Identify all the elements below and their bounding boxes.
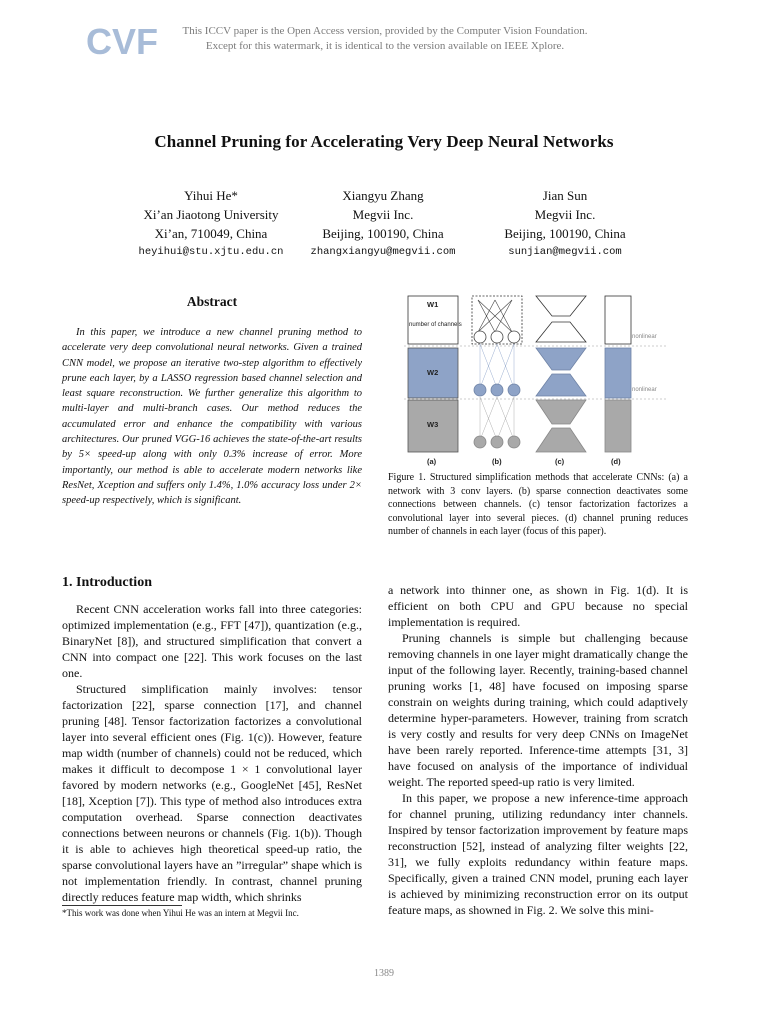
intro-paragraph: Pruning channels is simple but challenging because removing channels in one layer might dramatically change the input of the following layer. Recently, training-based channel pruning works [1, 48] have focused on imposing sparse constrain on weights during training, which could adaptively determine hyper-parameters. However, training from scratch is very costly and results for very deep CNNs on ImageNet have been rarely reported. Inference-time attempts [31, 3] have focused on analysis of the importance of individual weight. The reported speed-up ratio is very limited.	[388, 631, 688, 789]
w1-label: W1	[427, 300, 439, 309]
author-name: Jian Sun	[542, 188, 588, 203]
watermark-line-2: Except for this watermark, it is identical to the version available on IEEE Xplore.	[205, 40, 565, 52]
intro-left-column	[62, 601, 362, 905]
panel-c-label: (c)	[555, 457, 565, 466]
abstract-heading: Abstract	[186, 294, 238, 309]
paper-title: Channel Pruning for Accelerating Very Deep Neural Networks	[154, 132, 614, 151]
section-heading-introduction: 1. Introduction	[62, 575, 152, 590]
channel-nodes-mid	[474, 384, 520, 396]
abstract-text: In this paper, we introduce a new channel pruning method to accelerate very deep convolutional neural networks. Given a trained CNN model, we propose an iterative two-step algorithm to effectively prune each layer, by a LASSO regression based channel selection and least square reconstruction. We further generalize this algorithm to multi-layer and multi-branch cases. Our method reduces the accumulated error and enhance the compatibility with various architectures. Our pruned VGG-16 achieves the state-of-the-art results by 5× speed-up along with only 0.3% increase of error. More importantly, our method is able to accelerate modern networks like ResNet, Xception and suffers only 1.4%, 1.0% accuracy loss under 2× speed-up respectively, which is significant.	[62, 327, 362, 507]
footnote: *This work was done when Yihui He was an intern at Megvii Inc.	[62, 908, 299, 918]
author-address: Xi’an, 710049, China	[154, 226, 268, 241]
panel-a-label: (a)	[427, 457, 437, 466]
w2-label: W2	[427, 368, 439, 377]
author-block-3	[440, 186, 690, 262]
w3-label: W3	[427, 420, 439, 429]
author-affiliation: Megvii Inc.	[352, 207, 414, 222]
intro-paragraph: Recent CNN acceleration works fall into three categories: optimized implementation (e.g., FFT [47]), quantization (e.g., BinaryNet [8]), and structured simplification that convert a CNN into compact one [22]. This work focuses on the last one.	[62, 602, 362, 680]
nonlinear-label-1: nonlinear	[632, 334, 657, 340]
panel-b-label: (b)	[492, 457, 502, 466]
nonlinear-label-2: nonlinear	[632, 387, 657, 393]
author-address: Beijing, 100190, China	[504, 226, 626, 241]
author-address: Beijing, 100190, China	[322, 226, 444, 241]
cvf-logo	[84, 18, 158, 62]
pruned-layers	[605, 296, 631, 452]
channels-label: number of channels	[409, 322, 462, 328]
cvf-logo-text: CVF	[86, 21, 158, 62]
author-email[interactable]: zhangxiangyu@megvii.com	[310, 246, 456, 258]
author-name: Yihui He*	[184, 188, 238, 203]
footnote-divider	[62, 905, 182, 906]
page-number: 1389	[374, 968, 394, 979]
channel-nodes-bottom	[474, 436, 520, 448]
author-affiliation: Xi’an Jiaotong University	[143, 207, 279, 222]
intro-paragraph: In this paper, we propose a new inference-time approach for channel pruning, utilizing redundancy inter channels. Inspired by tensor factorization improvement by feature maps reconstruction [52], instead of analyzing filter weights [22, 31], we fully exploits redundancy within feature maps. Specifically, given a trained CNN model, pruning each layer is achieved by minimizing reconstruction error on its output feature maps, as showned in Fig. 2. We solve this mini-	[388, 791, 688, 917]
author-name: Xiangyu Zhang	[342, 188, 424, 203]
intro-paragraph: Structured simplification mainly involves: tensor factorization [22], sparse connection [17], and channel pruning [48]. Tensor factorization factorizes a convolutional layer into several efficient ones (Fig. 1(c)). However, feature map width (number of channels) could not be reduced, which makes it difficult to decompose 1 × 1 convolutional layer favored by modern networks (e.g., GoogleNet [45], ResNet [18], Xception [7]). This type of method also introduces extra computation overhead. Sparse connection deactivates connections between neurons or channels (Fig. 1(b)). Though it is able to achieves high theoretical speed-up ratio, the sparse convolutional layers have an ”irregular” shape which is not implementation friendly. In contrast, channel pruning directly reduces feature map width, which shrinks	[62, 682, 362, 904]
watermark-line-1: This ICCV paper is the Open Access version, provided by the Computer Vision Foundation.	[182, 25, 588, 37]
author-email[interactable]: heyihui@stu.xjtu.edu.cn	[138, 246, 284, 258]
author-email[interactable]: sunjian@megvii.com	[508, 246, 622, 258]
author-affiliation: Megvii Inc.	[534, 207, 596, 222]
intro-right-column	[388, 582, 688, 918]
figure-1	[400, 292, 670, 470]
sparse-connections-bottom	[480, 397, 514, 440]
channel-nodes-top	[474, 331, 520, 343]
sparse-connections-mid	[480, 344, 514, 388]
panel-d-label: (d)	[611, 457, 621, 466]
figure-1-caption: Figure 1. Structured simplification methods that accelerate CNNs: (a) a network with 3 conv layers. (b) sparse connection deactivates some connections between channels. (c) tensor factorization factorizes a convolutional layer into several pieces. (d) channel pruning reduces number of channels in each layer (focus of this paper).	[388, 472, 688, 538]
factorized-layers	[536, 296, 586, 452]
intro-paragraph: a network into thinner one, as shown in Fig. 1(d). It is efficient on both CPU and GPU because no special implementation is required.	[388, 583, 688, 629]
figure-1-diagram	[400, 292, 670, 470]
open-access-watermark	[160, 24, 610, 54]
